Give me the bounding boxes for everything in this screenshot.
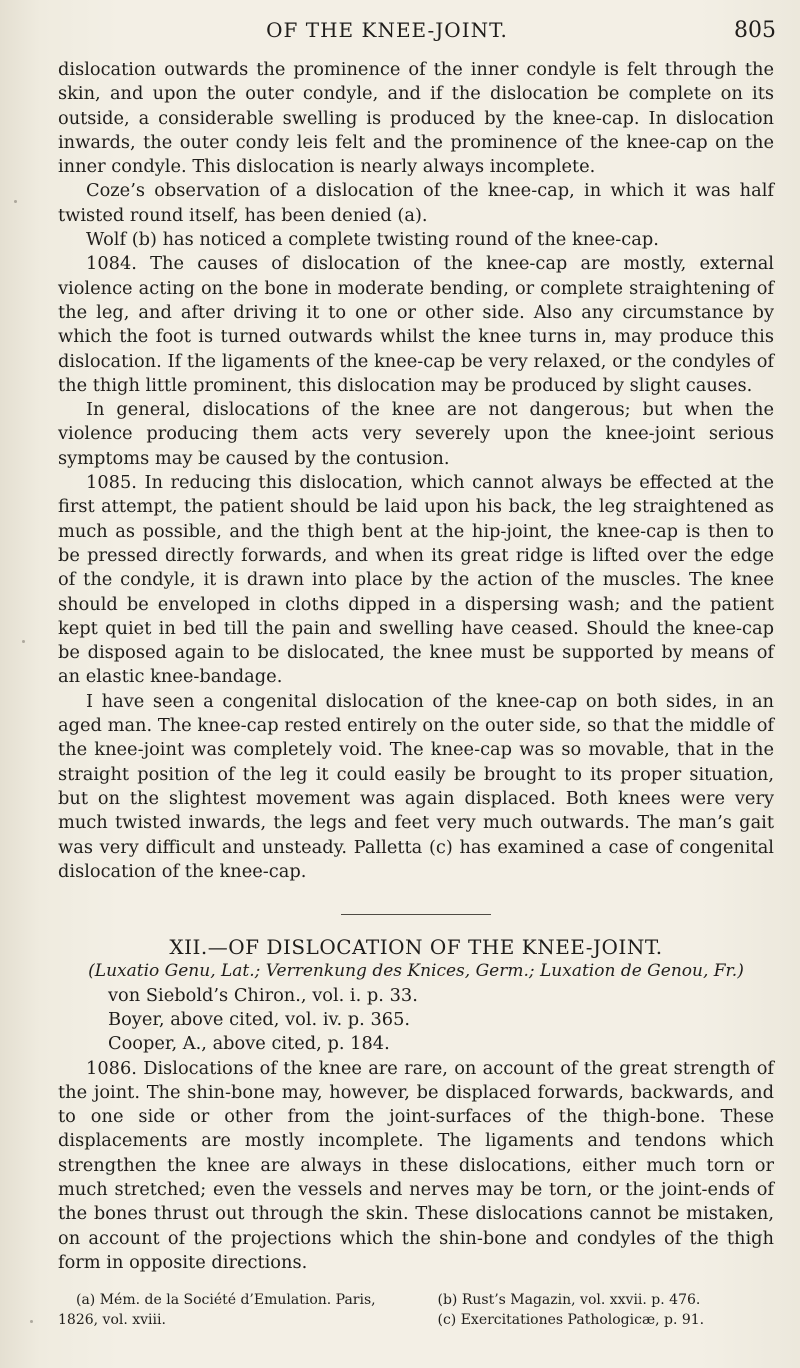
page-header bbox=[40, 10, 776, 50]
paper-speck bbox=[22, 640, 25, 643]
paragraph: Wolf (b) has noticed a complete twisting round of the knee-cap. bbox=[86, 229, 659, 251]
footnote-b: (b) Rust’s Magazin, vol. xxvii. p. 476. bbox=[437, 1292, 701, 1308]
footnote-left bbox=[58, 1290, 395, 1330]
paper-speck bbox=[14, 200, 17, 203]
body-text bbox=[58, 58, 774, 1275]
section-subtitle: (Luxatio Genu, Lat.; Verrenkung des Knices, Germ.; Luxation de Genou, Fr.) bbox=[88, 961, 744, 982]
footnote-a-continued: 1826, vol. xviii. bbox=[58, 1312, 166, 1328]
reference-entry: Cooper, A., above cited, p. 184. bbox=[108, 1033, 390, 1055]
paragraph: I have seen a congenital dislocation of the knee-cap on both sides, in an aged man. The knee-cap rested entirely on the outer side, so that the middle of the knee-joint was completely void. The knee-cap was so movable, that in the straight position of the leg it could easily be brought to its proper situation, but on the slightest movement was again displaced. Both knees were very much twisted inwards, the legs and feet very much outwards. The man’s gait was very difficult and unsteady. Palletta (c) has examined a case of congenital dislocation of the knee-cap. bbox=[58, 690, 774, 882]
footnote-right bbox=[437, 1290, 774, 1330]
paragraph: 1086. Dislocations of the knee are rare, on account of the great strength of the joint. The shin-bone may, however, be displaced forwards, backwards, and to one side or other from the joint-surfaces of the thigh-bone. These displacements are mostly incomplete. The ligaments and tendons which strengthen the knee are always in these dislocations, either much torn or much stretched; even the vessels and nerves may be torn, or the joint-ends of the bones thrust out through the skin. These dislocations cannot be mistaken, on account of the projections which the shin-bone and condyles of the thigh form in opposite directions. bbox=[58, 1057, 774, 1273]
paragraph: 1085. In reducing this dislocation, which cannot always be effected at the first attempt, the patient should be laid upon his back, the leg straightened as much as possible, and the thigh bent at the hip-joint, the knee-cap is then to be pressed directly forwards, and when its great ridge is lifted over the edge of the condyle, it is drawn into place by the action of the muscles. The knee should be enveloped in cloths dipped in a dispersing wash; and the patient kept quiet in bed till the pain and swelling have ceased. Should the knee-cap be disposed again to be dislocated, the knee must be supported by means of an elastic knee-bandage. bbox=[58, 472, 774, 688]
reference-entry: Boyer, above cited, vol. iv. p. 365. bbox=[108, 1008, 411, 1030]
reference-entry: von Siebold’s Chiron., vol. i. p. 33. bbox=[108, 984, 418, 1006]
paragraph: dislocation outwards the prominence of the inner condyle is felt through the skin, and upon the outer condyle, and if the dislocation be complete on its outside, a considerable swelling is produced by the knee-cap. In dislocation inwards, the outer condy leis felt and the prominence of the knee-cap on the inner condyle. This dislocation is nearly always incomplete. bbox=[58, 59, 774, 178]
section-title: XII.—OF DISLOCATION OF THE KNEE-JOINT. bbox=[169, 935, 663, 960]
section-divider bbox=[341, 914, 491, 915]
paragraph: Coze’s observation of a dislocation of the knee-cap, in which it was half twisted round itself, has been denied (a). bbox=[58, 180, 774, 226]
paragraph: 1084. The causes of dislocation of the knee-cap are mostly, external violence acting on the bone in moderate bending, or complete straightening of the leg, and after driving it to one or other side. Also any circumstance by which the foot is turned outwards whilst the knee turns in, may produce this dislocation. If the ligaments of the knee-cap be very relaxed, or the condyles of the thigh little prominent, this dislocation may be produced by slight causes. bbox=[58, 253, 774, 396]
footnote-c: (c) Exercitationes Pathologicæ, p. 91. bbox=[437, 1312, 705, 1328]
footnotes bbox=[58, 1290, 774, 1330]
paper-speck bbox=[30, 1320, 33, 1323]
footnote-a: (a) Mém. de la Société d’Emulation. Paris, bbox=[76, 1292, 376, 1308]
running-title: OF THE KNEE-JOINT. bbox=[266, 18, 508, 42]
paragraph: In general, dislocations of the knee are not dangerous; but when the violence producing them acts very severely upon the knee-joint serious symptoms may be caused by the contusion. bbox=[58, 399, 774, 469]
page-number: 805 bbox=[734, 17, 776, 43]
